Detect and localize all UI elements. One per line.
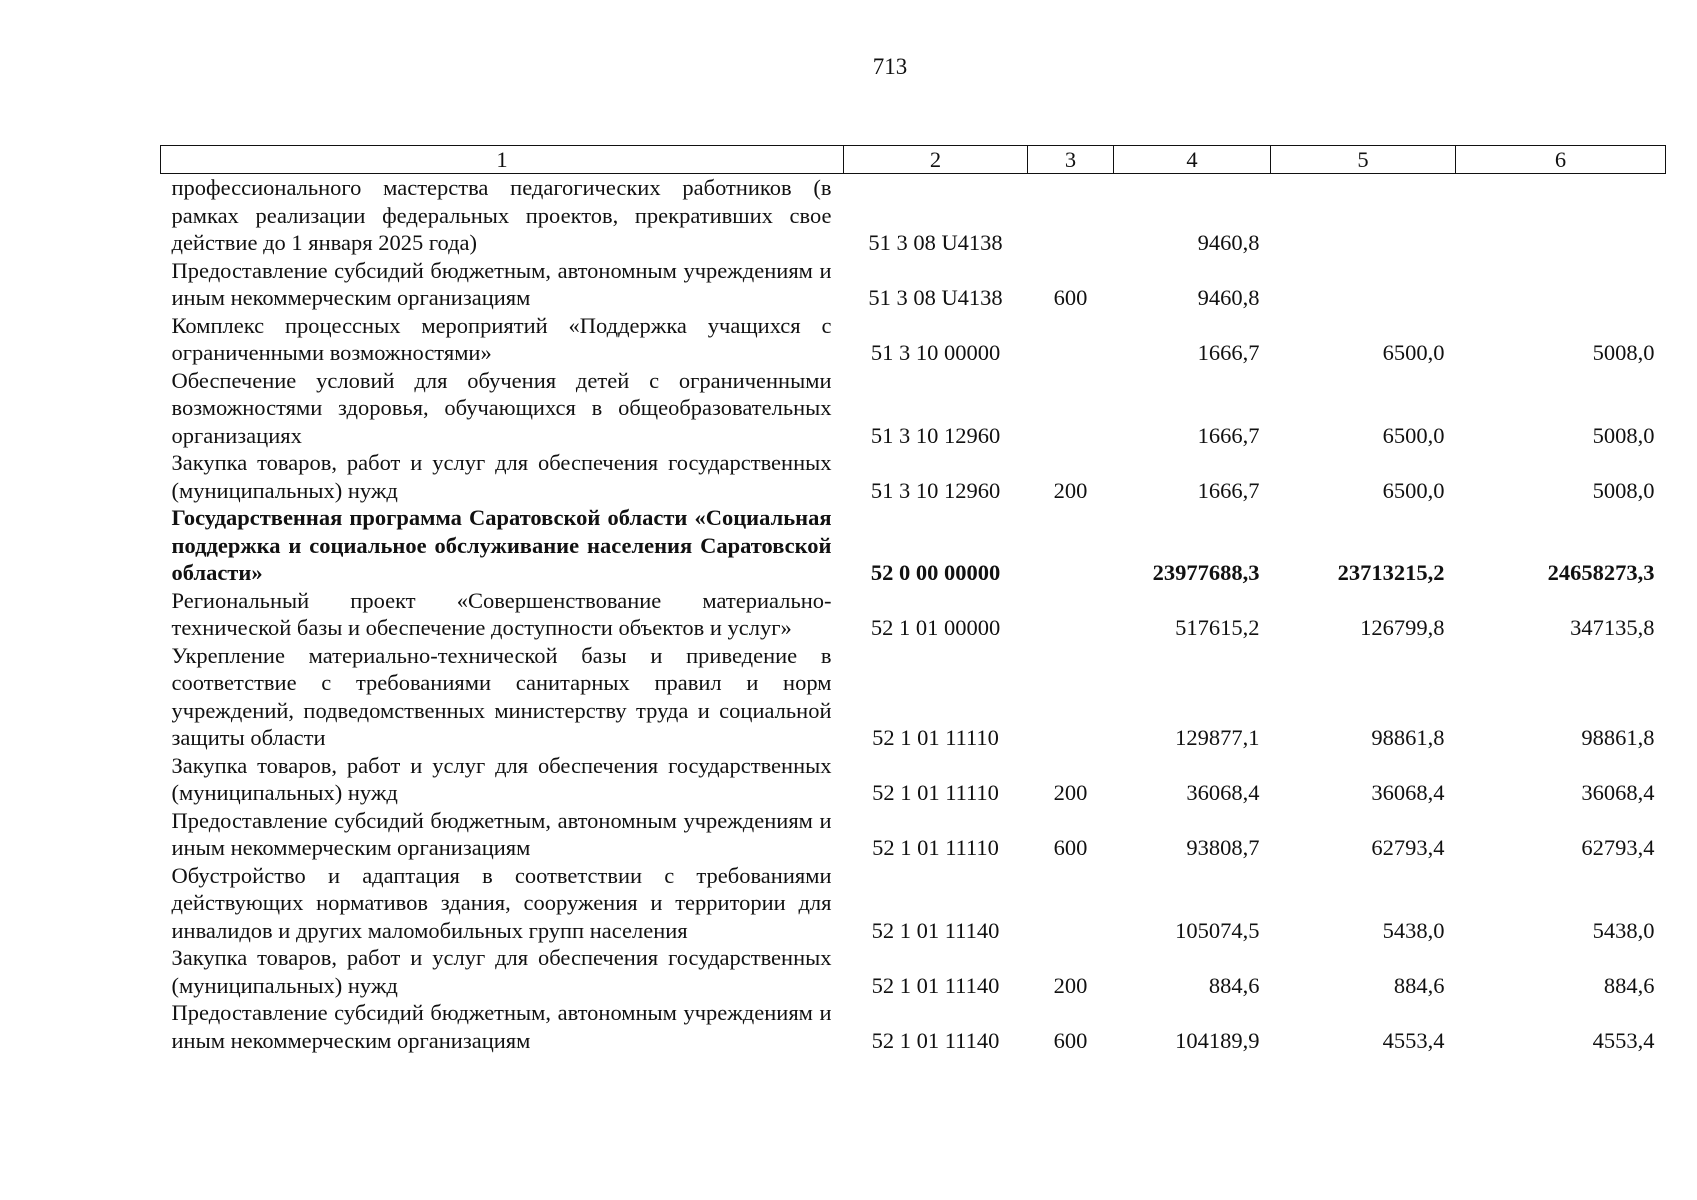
row-expense-type-cell [1028, 174, 1114, 257]
row-name-cell: Комплекс процессных мероприятий «Поддержка учащихся с ограниченными возможностями» [171, 312, 832, 365]
row-code-cell: 52 1 01 11140 [871, 917, 1000, 943]
row-expense-type-cell: 200 [1053, 972, 1088, 998]
row-value-3-cell: 884,6 [1603, 972, 1655, 998]
row-expense-type-cell [1028, 312, 1114, 367]
row-name-cell: Закупка товаров, работ и услуг для обеспечения государственных (муниципальных) нужд [171, 450, 832, 503]
row-value-3-cell: 4553,4 [1592, 1027, 1655, 1053]
row-name-cell: Закупка товаров, работ и услуг для обеспечения государственных (муниципальных) нужд [171, 945, 832, 998]
table-row [161, 642, 1666, 752]
table-row [161, 312, 1666, 367]
row-value-3-cell: 5008,0 [1592, 477, 1655, 503]
row-value-1-cell: 1666,7 [1197, 422, 1260, 448]
row-code-cell: 51 3 08 U4138 [868, 285, 1003, 310]
budget-table [160, 145, 1666, 1054]
row-code-cell: 52 1 01 00000 [870, 615, 1001, 640]
row-value-2-cell: 6500,0 [1382, 477, 1445, 503]
row-value-1-cell: 93808,7 [1186, 835, 1260, 860]
row-value-1-cell: 1666,7 [1197, 340, 1260, 365]
header-row [161, 146, 1666, 174]
row-value-2-cell: 126799,8 [1360, 615, 1445, 640]
row-expense-type-cell: 600 [1053, 285, 1088, 310]
row-expense-type-cell [1028, 587, 1114, 642]
row-code-cell: 52 1 01 11140 [871, 1027, 1000, 1053]
table-row [161, 367, 1666, 450]
row-value-3-cell: 5438,0 [1592, 917, 1655, 943]
header-col-6: 6 [1456, 146, 1666, 174]
row-name-cell: Предоставление субсидий бюджетным, автономным учреждениям и иным некоммерческим организациям [171, 1000, 832, 1053]
row-name-cell: Обеспечение условий для обучения детей с ограниченными возможностями здоровья, обучающихся в общеобразовательных организациях [171, 367, 832, 448]
row-value-3-cell [1456, 174, 1666, 257]
row-value-1-cell: 104189,9 [1175, 1027, 1260, 1053]
header-col-4: 4 [1114, 146, 1271, 174]
row-expense-type-cell [1028, 862, 1114, 945]
row-value-3-cell: 5008,0 [1592, 340, 1655, 365]
row-code-cell: 52 1 01 11140 [871, 972, 1000, 998]
row-value-1-cell: 105074,5 [1175, 917, 1260, 943]
row-expense-type-cell: 200 [1053, 780, 1088, 805]
row-code-cell: 52 1 01 11110 [872, 725, 999, 750]
table-row [161, 999, 1666, 1054]
row-code-cell: 51 3 08 U4138 [868, 230, 1003, 255]
row-value-2-cell: 4553,4 [1382, 1027, 1445, 1053]
row-value-2-cell: 98861,8 [1371, 725, 1445, 750]
header-col-2: 2 [844, 146, 1028, 174]
row-name-cell: профессионального мастерства педагогических работников (в рамках реализации федеральных проектов, прекративших свое действие до 1 января 2025 года) [171, 175, 832, 255]
row-expense-type-cell: 600 [1053, 1027, 1088, 1053]
row-expense-type-cell: 600 [1053, 835, 1088, 860]
row-expense-type-cell [1028, 504, 1114, 587]
row-value-1-cell: 129877,1 [1175, 725, 1260, 750]
row-value-3-cell: 36068,4 [1581, 780, 1655, 805]
row-value-3-cell [1456, 257, 1666, 312]
row-name-cell: Государственная программа Саратовской области «Социальная поддержка и социальное обслуживание населения Саратовской области» [171, 505, 832, 585]
page-number: 713 [872, 54, 908, 79]
row-expense-type-cell [1028, 642, 1114, 752]
table-row [161, 504, 1666, 587]
header-col-5: 5 [1271, 146, 1456, 174]
header-col-1: 1 [161, 146, 844, 174]
row-value-1-cell: 517615,2 [1175, 615, 1260, 640]
row-value-2-cell: 6500,0 [1382, 422, 1445, 448]
row-code-cell: 52 1 01 11110 [872, 835, 999, 860]
row-value-2-cell: 5438,0 [1382, 917, 1445, 943]
row-value-3-cell: 62793,4 [1581, 835, 1655, 860]
row-expense-type-cell: 200 [1053, 477, 1088, 503]
row-code-cell: 51 3 10 12960 [870, 422, 1001, 448]
row-code-cell: 52 0 00 00000 [870, 560, 1001, 585]
row-value-2-cell: 6500,0 [1382, 340, 1445, 365]
row-name-cell: Закупка товаров, работ и услуг для обеспечения государственных (муниципальных) нужд [171, 752, 832, 805]
table-row [161, 752, 1666, 807]
row-value-2-cell: 36068,4 [1371, 780, 1445, 805]
row-value-1-cell: 23977688,3 [1152, 560, 1260, 585]
row-value-3-cell: 24658273,3 [1547, 560, 1655, 585]
row-value-2-cell: 62793,4 [1371, 835, 1445, 860]
row-value-1-cell: 9460,8 [1197, 230, 1260, 255]
row-value-1-cell: 9460,8 [1197, 285, 1260, 310]
row-value-2-cell [1271, 257, 1456, 312]
table-row [161, 862, 1666, 945]
row-value-3-cell: 347135,8 [1570, 615, 1655, 640]
row-value-2-cell [1271, 174, 1456, 257]
row-name-cell: Укрепление материально-технической базы и приведение в соответствие с требованиями санитарных правил и норм учреждений, подведомственных министерству труда и социальной защиты области [171, 642, 832, 750]
row-value-3-cell: 5008,0 [1592, 422, 1655, 448]
row-name-cell: Предоставление субсидий бюджетным, автономным учреждениям и иным некоммерческим организациям [171, 807, 832, 860]
table-body [161, 174, 1666, 1055]
row-expense-type-cell [1028, 367, 1114, 450]
row-name-cell: Предоставление субсидий бюджетным, автономным учреждениям и иным некоммерческим организациям [171, 257, 832, 310]
table-row [161, 174, 1666, 257]
row-value-1-cell: 36068,4 [1186, 780, 1260, 805]
table-row [161, 944, 1666, 999]
row-value-1-cell: 1666,7 [1197, 477, 1260, 503]
row-code-cell: 52 1 01 11110 [872, 780, 999, 805]
table-row [161, 257, 1666, 312]
header-col-3: 3 [1028, 146, 1114, 174]
row-name-cell: Региональный проект «Совершенствование материально-технической базы и обеспечение доступности объектов и услуг» [171, 587, 832, 640]
row-value-2-cell: 884,6 [1393, 972, 1445, 998]
table-row [161, 587, 1666, 642]
row-code-cell: 51 3 10 00000 [870, 340, 1001, 365]
table-row [161, 449, 1666, 504]
row-name-cell: Обустройство и адаптация в соответствии с требованиями действующих нормативов здания, сооружения и территории для инвалидов и других маломобильных групп населения [171, 862, 832, 943]
row-value-1-cell: 884,6 [1208, 972, 1260, 998]
table-row [161, 807, 1666, 862]
row-value-3-cell: 98861,8 [1581, 725, 1655, 750]
row-value-2-cell: 23713215,2 [1337, 560, 1445, 585]
row-code-cell: 51 3 10 12960 [870, 477, 1001, 503]
table-header [161, 146, 1666, 174]
